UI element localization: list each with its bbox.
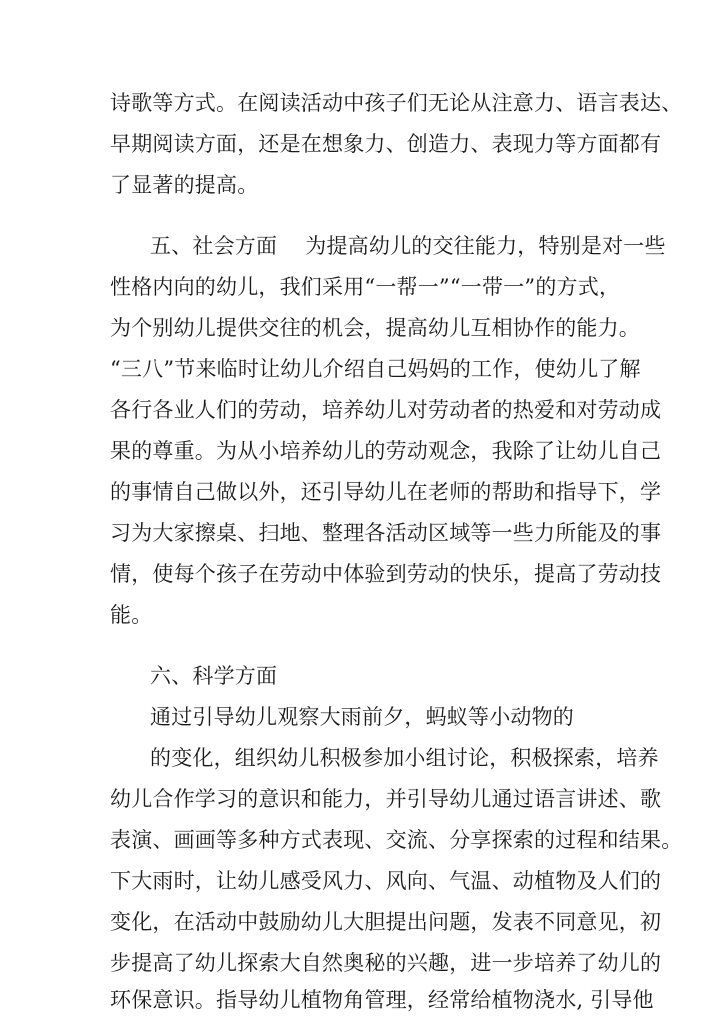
- text-line: 情，使每个孩子在劳动中体验到劳动的快乐，提高了劳动技: [110, 562, 662, 586]
- section-heading-science: 六、科学方面: [150, 664, 278, 688]
- text-line: 通过引导幼儿观察大雨前夕，蚂蚁等小动物的: [150, 705, 574, 729]
- text-line: 的事情自己做以外，还引导幼儿在老师的帮助和指导下，学: [110, 480, 662, 504]
- text-line: 性格内向的幼儿，我们采用“一帮一”“一带一”的方式，: [110, 275, 621, 299]
- text-line: 幼儿合作学习的意识和能力，并引导幼儿通过语言讲述、歌: [110, 787, 662, 811]
- section-heading-social: 五、社会方面 为提高幼儿的交往能力，特别是对一些: [150, 234, 666, 258]
- text-line: 表演、画画等多种方式表现、交流、分享探索的过程和结果。: [110, 828, 683, 852]
- text-line: 能。: [110, 603, 153, 627]
- text-line: 步提高了幼儿探索大自然奥秘的兴趣，进一步培养了幼儿的: [110, 951, 662, 975]
- text-line: 了显著的提高。: [110, 173, 259, 197]
- text-line: 早期阅读方面，还是在想象力、创造力、表现力等方面都有: [110, 132, 662, 156]
- text-line: 环保意识。指导幼儿植物角管理，经常给植物浇水, 引导他: [110, 988, 654, 1012]
- text-line: 果的尊重。为从小培养幼儿的劳动观念，我除了让幼儿自己: [110, 439, 662, 463]
- text-line: 诗歌等方式。在阅读活动中孩子们无论从注意力、语言表达、: [110, 91, 683, 115]
- text-line: 变化，在活动中鼓励幼儿大胆提出问题，发表不同意见，初: [110, 910, 662, 934]
- text-line: 各行各业人们的劳动，培养幼儿对劳动者的热爱和对劳动成: [110, 398, 662, 422]
- text-line: “三八”节来临时让幼儿介绍自己妈妈的工作，使幼儿了解: [110, 357, 641, 381]
- text-line: 习为大家擦桌、扫地、整理各活动区域等一些力所能及的事: [110, 521, 662, 545]
- text-line: 为个别幼儿提供交往的机会，提高幼儿互相协作的能力。: [110, 316, 640, 340]
- text-line: 下大雨时，让幼儿感受风力、风向、气温、动植物及人们的: [110, 869, 662, 893]
- text-line: 的变化，组织幼儿积极参加小组讨论，积极探索，培养: [150, 746, 659, 770]
